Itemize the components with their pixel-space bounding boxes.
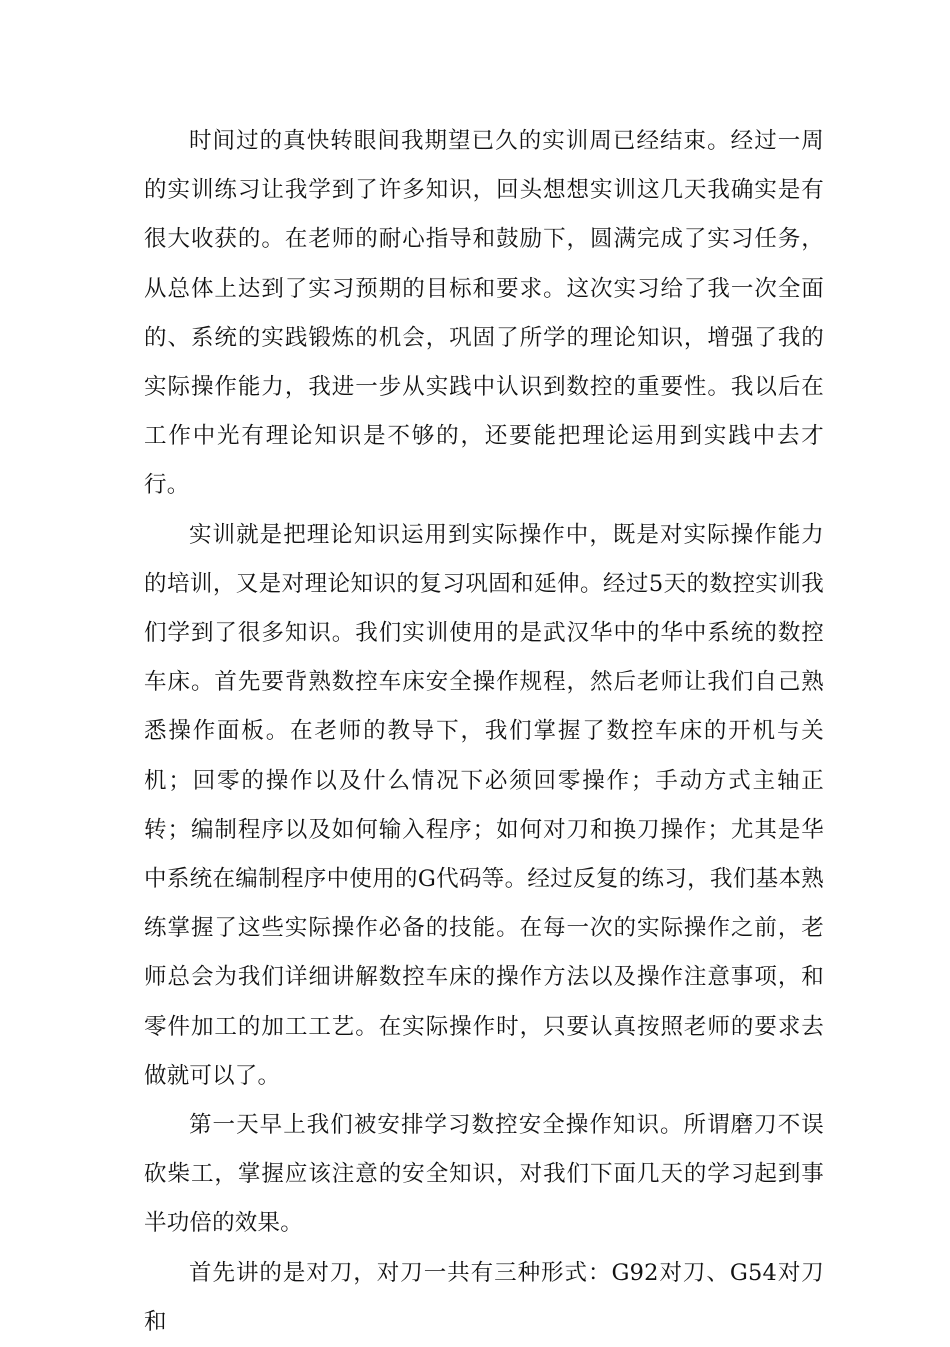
paragraph-3: 第一天早上我们被安排学习数控安全操作知识。所谓磨刀不误砍柴工，掌握应该注意的安全知识，对我们下面几天的学习起到事半功倍的效果。 xyxy=(144,1112,824,1237)
document-body xyxy=(144,117,824,1347)
paragraph-4: 首先讲的是对刀，对刀一共有三种形式：G92对刀、G54对刀和 xyxy=(144,1259,824,1335)
paragraph-2: 实训就是把理论知识运用到实际操作中，既是对实际操作能力的培训，又是对理论知识的复习巩固和延伸。经过5天的数控实训我们学到了很多知识。我们实训使用的是武汉华中的华中系统的数控车床。首先要背熟数控车床安全操作规程，然后老师让我们自己熟悉操作面板。在老师的教导下，我们掌握了数控车床的开机与关机；回零的操作以及什么情况下必须回零操作；手动方式主轴正转；编制程序以及如何输入程序；如何对刀和换刀操作；尤其是华中系统在编制程序中使用的G代码等。经过反复的练习，我们基本熟练掌握了这些实际操作必备的技能。在每一次的实际操作之前，老师总会为我们详细讲解数控车床的操作方法以及操作注意事项，和零件加工的加工工艺。在实际操作时，只要认真按照老师的要求去做就可以了。 xyxy=(144,521,824,1089)
paragraph-1: 时间过的真快转眼间我期望已久的实训周已经结束。经过一周的实训练习让我学到了许多知识，回头想想实训这几天我确实是有很大收获的。在老师的耐心指导和鼓励下，圆满完成了实习任务，从总体上达到了实习预期的目标和要求。这次实习给了我一次全面的、系统的实践锻炼的机会，巩固了所学的理论知识，增强了我的实际操作能力，我进一步从实践中认识到数控的重要性。我以后在工作中光有理论知识是不够的，还要能把理论运用到实践中去才行。 xyxy=(144,128,824,499)
